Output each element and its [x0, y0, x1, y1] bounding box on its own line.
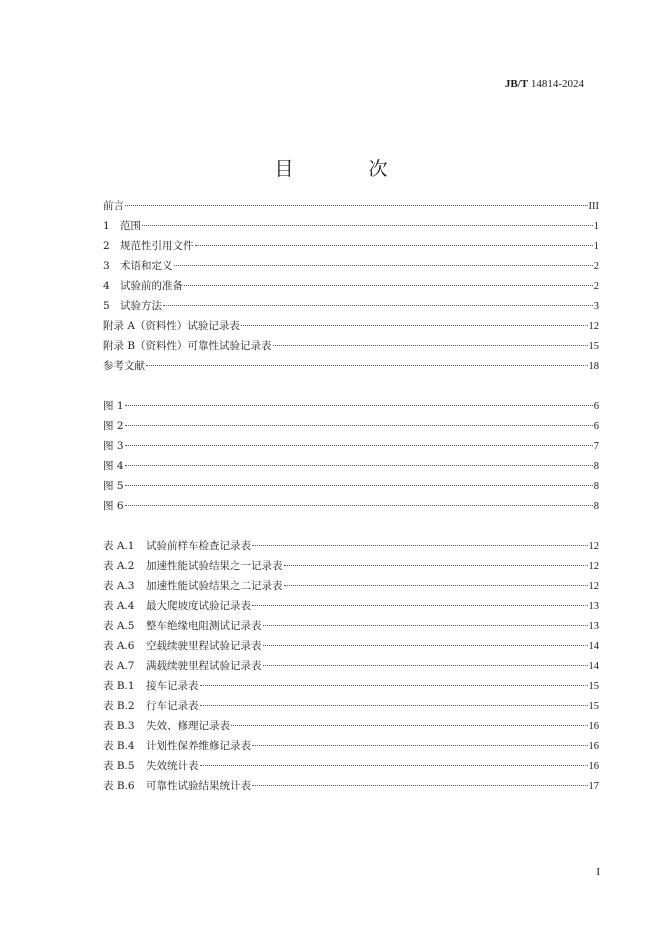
toc-entry-terms-definitions[interactable] [103, 256, 599, 276]
toc-table-entry[interactable] [103, 556, 599, 576]
toc-entry-number: 表 A.2 [103, 560, 135, 572]
toc-entry-number: 表 B.2 [103, 700, 135, 712]
standard-prefix: JB/T [504, 78, 529, 90]
toc-figure-entry[interactable] [103, 436, 599, 456]
toc-entry-label: 最大爬坡度试验记录表 [146, 600, 251, 612]
standard-number: 14814-2024 [530, 78, 584, 90]
toc-entry-page: 8 [593, 501, 599, 512]
toc-table-entry[interactable] [103, 756, 599, 776]
toc-entry-page: 16 [588, 761, 599, 772]
toc-entry-number: 表 A.7 [103, 660, 135, 672]
toc-entry-number: 5 [103, 300, 110, 312]
toc-table-entry[interactable] [103, 676, 599, 696]
toc-entry-number: 表 A.1 [103, 540, 135, 552]
dot-leader [174, 265, 593, 266]
toc-entry-annex-b[interactable] [103, 336, 599, 356]
toc-table-entry[interactable] [103, 636, 599, 656]
toc-table-entry[interactable] [103, 656, 599, 676]
dot-leader [241, 325, 588, 326]
toc-entry-page: 12 [588, 321, 599, 332]
dot-leader [263, 665, 588, 666]
dot-leader [200, 765, 588, 766]
toc-figure-entry[interactable] [103, 456, 599, 476]
page-title: 目 次 [274, 158, 416, 180]
dot-leader [200, 705, 588, 706]
dot-leader [252, 545, 588, 546]
toc-table-entry[interactable] [103, 716, 599, 736]
toc-entry-page: 14 [588, 641, 599, 652]
toc-entry-page: 6 [593, 421, 599, 432]
toc-entry-label: 图 2 [103, 420, 124, 432]
toc-entry-page: III [588, 201, 599, 212]
toc-entry-label: 范围 [120, 220, 141, 232]
toc-figures-section [103, 396, 599, 516]
toc-entry-label: 行车记录表 [146, 700, 199, 712]
toc-entry-label: 失效、修理记录表 [146, 720, 230, 732]
toc-entry-page: 13 [588, 601, 599, 612]
dot-leader [200, 685, 588, 686]
dot-leader [125, 425, 593, 426]
toc-entry-number: 4 [103, 280, 110, 292]
dot-leader [125, 505, 593, 506]
toc-entry-page: 2 [593, 281, 599, 292]
toc-entry-number: 表 A.4 [103, 600, 135, 612]
toc-entry-label: 试验前的准备 [120, 280, 183, 292]
toc-entry-number: 1 [103, 220, 110, 232]
page-number: I [596, 866, 600, 878]
toc-entry-page: 17 [588, 781, 599, 792]
toc-entry-page: 15 [588, 341, 599, 352]
toc-entry-label: 失效统计表 [146, 760, 199, 772]
toc-entry-page: 1 [593, 221, 599, 232]
toc-entry-page: 18 [588, 361, 599, 372]
toc-entry-label: 加速性能试验结果之二记录表 [146, 580, 283, 592]
toc-figure-entry[interactable] [103, 476, 599, 496]
toc-table-entry[interactable] [103, 776, 599, 796]
toc-tables-section [103, 536, 599, 796]
toc-table-entry[interactable] [103, 596, 599, 616]
toc-table-entry[interactable] [103, 736, 599, 756]
toc-entry-page: 7 [593, 441, 599, 452]
toc-entry-label: 空载续驶里程试验记录表 [146, 640, 262, 652]
dot-leader [195, 245, 593, 246]
toc-entry-label: 计划性保养维修记录表 [146, 740, 251, 752]
toc-entry-page: 12 [588, 541, 599, 552]
toc-entry-label: 图 3 [103, 440, 124, 452]
dot-leader [163, 305, 593, 306]
toc-entry-label: 图 5 [103, 480, 124, 492]
dot-leader [252, 745, 588, 746]
toc-entry-page: 6 [593, 401, 599, 412]
dot-leader [125, 465, 593, 466]
toc-entry-label: 参考文献 [103, 360, 145, 372]
dot-leader [125, 485, 593, 486]
toc-entry-scope[interactable] [103, 216, 599, 236]
toc-entry-number: 表 A.6 [103, 640, 135, 652]
dot-leader [252, 605, 588, 606]
toc-entry-label: 试验前样车检查记录表 [146, 540, 251, 552]
toc-entry-page: 16 [588, 721, 599, 732]
toc-main-section [103, 196, 599, 376]
dot-leader [184, 285, 593, 286]
toc-entry-page: 2 [593, 261, 599, 272]
toc-entry-label: 图 1 [103, 400, 124, 412]
toc-entry-label: 附录 A（资料性）试验记录表 [103, 320, 240, 332]
toc-entry-number: 表 B.4 [103, 740, 135, 752]
toc-entry-number: 2 [103, 240, 110, 252]
dot-leader [231, 725, 588, 726]
toc-entry-number: 表 B.1 [103, 680, 135, 692]
toc-entry-test-methods[interactable] [103, 296, 599, 316]
toc-entry-number: 3 [103, 260, 110, 272]
toc-entry-annex-a[interactable] [103, 316, 599, 336]
dot-leader [125, 445, 593, 446]
toc-entry-number: 表 B.6 [103, 780, 135, 792]
toc-entry-bibliography[interactable] [103, 356, 599, 376]
toc-table-entry[interactable] [103, 536, 599, 556]
document-code [505, 78, 584, 90]
dot-leader [142, 225, 593, 226]
toc-entry-number: 表 B.5 [103, 760, 135, 772]
toc-entry-label: 试验方法 [120, 300, 162, 312]
toc-entry-number: 表 B.3 [103, 720, 135, 732]
toc-figure-entry[interactable] [103, 496, 599, 516]
toc-entry-page: 12 [588, 581, 599, 592]
dot-leader [284, 585, 588, 586]
toc-entry-page: 14 [588, 661, 599, 672]
toc-figure-entry[interactable] [103, 396, 599, 416]
dot-leader [252, 785, 588, 786]
toc-entry-page: 8 [593, 461, 599, 472]
toc-entry-label: 前言 [103, 200, 124, 212]
toc-entry-number: 表 A.3 [103, 580, 135, 592]
toc-entry-page: 1 [593, 241, 599, 252]
toc-entry-normative-references[interactable] [103, 236, 599, 256]
toc-table-entry[interactable] [103, 696, 599, 716]
toc-entry-label: 可靠性试验结果统计表 [146, 780, 251, 792]
dot-leader [263, 625, 588, 626]
toc-entry-label: 整车绝缘电阻测试记录表 [146, 620, 262, 632]
toc-entry-page: 13 [588, 621, 599, 632]
toc-entry-label: 加速性能试验结果之一记录表 [146, 560, 283, 572]
toc-entry-label: 术语和定义 [120, 260, 173, 272]
toc-entry-test-preparation[interactable] [103, 276, 599, 296]
toc-entry-label: 图 6 [103, 500, 124, 512]
toc-entry-foreword[interactable] [103, 196, 599, 216]
toc-entry-page: 8 [593, 481, 599, 492]
dot-leader [284, 565, 588, 566]
dot-leader [146, 365, 588, 366]
toc-table-entry[interactable] [103, 576, 599, 596]
toc-entry-label: 规范性引用文件 [120, 240, 194, 252]
toc-entry-page: 12 [588, 561, 599, 572]
toc-entry-label: 图 4 [103, 460, 124, 472]
toc-entry-label: 附录 B（资料性）可靠性试验记录表 [103, 340, 272, 352]
toc-entry-label: 接车记录表 [146, 680, 199, 692]
toc-table-entry[interactable] [103, 616, 599, 636]
toc-entry-page: 3 [593, 301, 599, 312]
toc-entry-page: 15 [588, 701, 599, 712]
toc-entry-label: 满载续驶里程试验记录表 [146, 660, 262, 672]
dot-leader [273, 345, 588, 346]
toc-entry-number: 表 A.5 [103, 620, 135, 632]
toc-entry-page: 15 [588, 681, 599, 692]
toc-entry-page: 16 [588, 741, 599, 752]
dot-leader [125, 205, 588, 206]
dot-leader [125, 405, 593, 406]
dot-leader [263, 645, 588, 646]
toc-figure-entry[interactable] [103, 416, 599, 436]
